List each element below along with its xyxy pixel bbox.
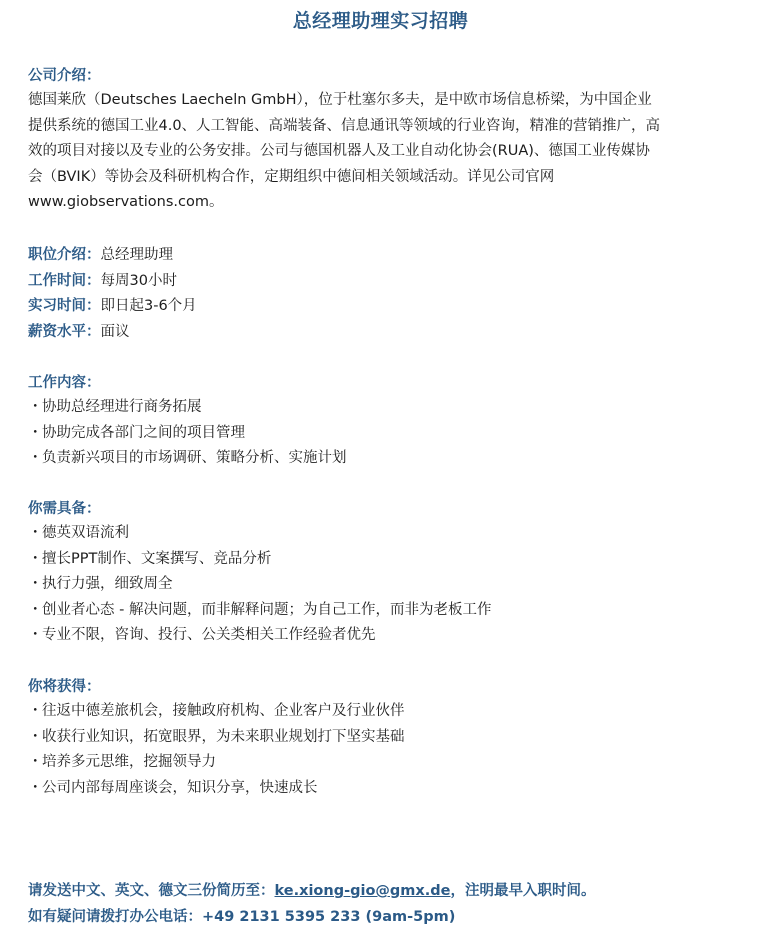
- company-line: 效的项目对接以及专业的公务安排。公司与德国机器人及工业自动化协会(RUA)、德国工业传媒协: [28, 143, 650, 159]
- list-item: ・协助完成各部门之间的项目管理: [28, 421, 750, 447]
- company-heading: 公司介绍：: [28, 68, 101, 84]
- page-title: 总经理助理实习招聘: [292, 10, 469, 32]
- list-item: ・专业不限，咨询、投行、公关类相关工作经验者优先: [28, 623, 750, 649]
- company-section: [28, 64, 750, 216]
- position-section: [28, 243, 750, 345]
- bullet: ・: [28, 399, 43, 415]
- contact-suffix: ，注明最早入职时间。: [450, 883, 596, 899]
- position-key: 职位介绍：: [28, 247, 101, 263]
- position-key: 薪资水平：: [28, 323, 101, 340]
- duties-section: [28, 371, 750, 472]
- company-line: 提供系统的德国工业4.0、人工智能、高端装备、信息通讯等领域的行业咨询，精准的营销推广，高: [28, 117, 661, 134]
- benefits-list: [28, 699, 750, 801]
- duties-list: [28, 395, 750, 472]
- benefits-section: [28, 675, 750, 801]
- list-item: ・协助总经理进行商务拓展: [28, 395, 750, 421]
- bullet: ・: [28, 576, 43, 592]
- list-item: ・公司内部每周座谈会，知识分享，快速成长: [28, 776, 750, 802]
- bullet: ・: [28, 627, 43, 643]
- position-value: 面议: [100, 323, 130, 340]
- contact-prefix: 请发送中文、英文、德文三份简历至：: [28, 883, 275, 899]
- list-item: ・负责新兴项目的市场调研、策略分析、实施计划: [28, 446, 750, 472]
- bullet: ・: [28, 450, 43, 466]
- duties-heading: 工作内容：: [28, 375, 101, 391]
- list-item: ・创业者心态 - 解决问题，而非解释问题；为自己工作，而非为老板工作: [28, 598, 750, 624]
- contact-line-phone: 如有疑问请拨打办公电话：+49 2131 5395 233 (9am-5pm): [28, 909, 456, 925]
- company-line: 德国莱欣（Deutsches Laecheln GmbH），位于杜塞尔多夫，是中欧市场信息桥梁，为中国企业: [28, 92, 652, 108]
- bullet: ・: [28, 754, 43, 770]
- bullet: ・: [28, 703, 43, 719]
- position-key: 工作时间：: [28, 272, 101, 289]
- list-item: ・往返中德差旅机会，接触政府机构、企业客户及行业伙伴: [28, 699, 750, 725]
- position-row: [28, 320, 750, 346]
- position-key: 实习时间：: [28, 298, 101, 314]
- benefits-heading: 你将获得：: [28, 679, 101, 695]
- requirements-section: [28, 497, 750, 649]
- requirements-heading: 你需具备：: [28, 501, 101, 517]
- position-value: 即日起3-6个月: [100, 298, 197, 314]
- company-website: www.giobservations.com。: [28, 194, 224, 210]
- position-row: [28, 294, 750, 320]
- bullet: ・: [28, 424, 43, 441]
- list-item: ・培养多元思维，挖掘领导力: [28, 750, 750, 776]
- position-value: 总经理助理: [100, 247, 173, 263]
- list-item: ・擅长PPT制作、文案撰写、竞品分析: [28, 547, 750, 573]
- bullet: ・: [28, 779, 43, 796]
- email-link[interactable]: ke.xiong-gio@gmx.de: [274, 883, 451, 899]
- contact-line-email: [28, 878, 750, 904]
- bullet: ・: [28, 601, 43, 618]
- bullet: ・: [28, 728, 43, 745]
- position-value: 每周30小时: [100, 272, 177, 289]
- bullet: ・: [28, 550, 43, 567]
- list-item: ・执行力强，细致周全: [28, 572, 750, 598]
- position-row: [28, 269, 750, 295]
- list-item: ・收获行业知识，拓宽眼界，为未来职业规划打下坚实基础: [28, 725, 750, 751]
- list-item: ・德英双语流利: [28, 521, 750, 547]
- position-row: [28, 243, 750, 269]
- contact-section: [28, 878, 750, 930]
- requirements-list: [28, 521, 750, 649]
- company-line: 会（BVIK）等协会及科研机构合作，定期组织中德间相关领域活动。详见公司官网: [28, 168, 555, 185]
- bullet: ・: [28, 525, 43, 541]
